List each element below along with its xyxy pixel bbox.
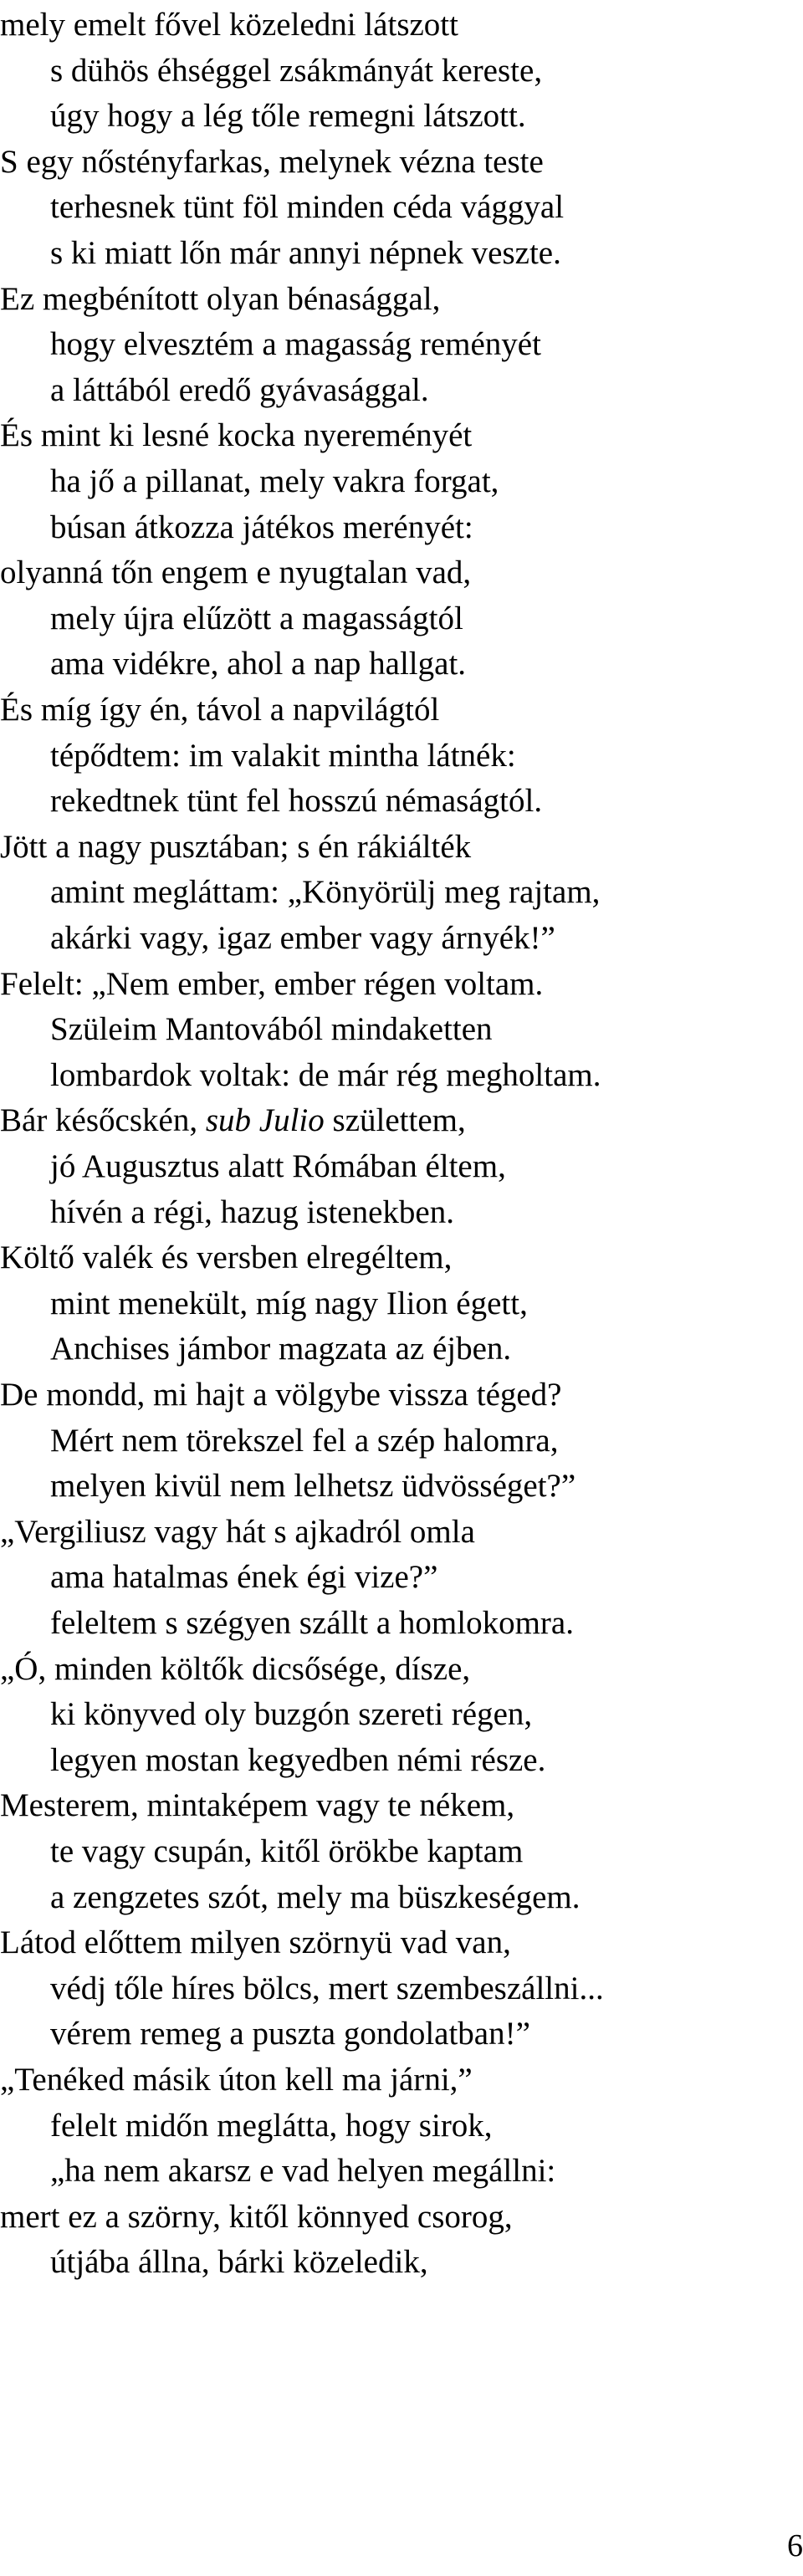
poem-line: Felelt: „Nem ember, ember régen voltam.: [0, 966, 544, 1002]
poem-line: s ki miatt lőn már annyi népnek veszte.: [50, 235, 561, 271]
poem-line: védj tőle híres bölcs, mert szembeszállni...: [50, 1970, 604, 2006]
poem-line: útjába állna, bárki közeledik,: [50, 2244, 428, 2280]
poem-line: mert ez a szörny, kitől könnyed csorog,: [0, 2199, 513, 2235]
italic-phrase: sub Julio: [205, 1102, 325, 1138]
poem-line: s dühös éhséggel zsákmányát kereste,: [50, 53, 543, 89]
poem-line: Költő valék és versben elregéltem,: [0, 1239, 453, 1275]
poem-line: terhesnek tünt föl minden céda vággyal: [50, 189, 565, 225]
page-number: 6: [787, 2528, 803, 2563]
poem-line: És mint ki lesné kocka nyereményét: [0, 417, 473, 453]
poem-line: tépődtem: im valakit mintha látnék:: [50, 738, 516, 774]
poem-line: hívén a régi, hazug istenekben.: [50, 1194, 454, 1230]
poem-line: Jött a nagy pusztában; s én rákiálték: [0, 829, 472, 865]
poem-line: melyen kivül nem lelhetsz üdvösséget?”: [50, 1468, 576, 1504]
poem-line: Mesterem, mintaképem vagy te nékem,: [0, 1787, 515, 1823]
poem-line: mely újra elűzött a magasságtól: [50, 601, 463, 636]
poem-line: jó Augusztus alatt Rómában éltem,: [50, 1148, 506, 1184]
poem-line: Szüleim Mantovából mindaketten: [50, 1011, 493, 1047]
poem-line: Anchises jámbor magzata az éjben.: [50, 1331, 512, 1367]
poem-line: ki könyved oly buzgón szereti régen,: [50, 1696, 533, 1732]
poem-line: „Tenéked másik úton kell ma járni,”: [0, 2062, 473, 2098]
poem-line: „ha nem akarsz e vad helyen megállni:: [50, 2153, 556, 2189]
poem-line: akárki vagy, igaz ember vagy árnyék!”: [50, 920, 555, 956]
poem-line: lombardok voltak: de már rég megholtam.: [50, 1057, 601, 1093]
poem-line: És míg így én, távol a napvilágtól: [0, 692, 440, 728]
poem-line: olyanná tőn engem e nyugtalan vad,: [0, 555, 472, 590]
poem-line: ama hatalmas ének égi vize?”: [50, 1559, 438, 1595]
poem-line: mely emelt fővel közeledni látszott: [0, 7, 458, 43]
poem-line: a zengzetes szót, mely ma büszkeségem.: [50, 1879, 581, 1915]
poem-line: mint menekült, míg nagy Ilion égett,: [50, 1285, 528, 1321]
poem-line: feleltem s szégyen szállt a homlokomra.: [50, 1605, 574, 1641]
poem-line: úgy hogy a lég tőle remegni látszott.: [50, 98, 526, 134]
poem-line: búsan átkozza játékos merényét:: [50, 509, 473, 545]
poem-line: amint megláttam: „Könyörülj meg rajtam,: [50, 874, 601, 910]
poem-line: vérem remeg a puszta gondolatban!”: [50, 2016, 530, 2052]
poem-line: Ez megbénított olyan bénasággal,: [0, 281, 441, 317]
poem-line: Bár későcskén, sub Julio születtem,: [0, 1102, 466, 1138]
poem-line: legyen mostan kegyedben némi része.: [50, 1742, 546, 1778]
poem-line: „Vergiliusz vagy hát s ajkadról omla: [0, 1514, 475, 1550]
poem-line: ama vidékre, ahol a nap hallgat.: [50, 646, 467, 682]
poem-line: Látod előttem milyen szörnyü vad van,: [0, 1924, 511, 1960]
poem-line: hogy elvesztém a magasság reményét: [50, 326, 541, 362]
poem-line: De mondd, mi hajt a völgybe vissza téged?: [0, 1377, 562, 1413]
poem-line: ha jő a pillanat, mely vakra forgat,: [50, 463, 499, 499]
poem-line: rekedtnek tünt fel hosszú némaságtól.: [50, 783, 543, 819]
poem-line: felelt midőn meglátta, hogy sirok,: [50, 2108, 493, 2144]
poem-line: te vagy csupán, kitől örökbe kaptam: [50, 1833, 524, 1869]
poem-line: „Ó, minden költők dicsősége, dísze,: [0, 1651, 471, 1687]
poem-line: S egy nőstényfarkas, melynek vézna teste: [0, 144, 544, 180]
poem-line: a láttából eredő gyávasággal.: [50, 372, 429, 408]
poem-line: Mért nem törekszel fel a szép halomra,: [50, 1423, 559, 1459]
